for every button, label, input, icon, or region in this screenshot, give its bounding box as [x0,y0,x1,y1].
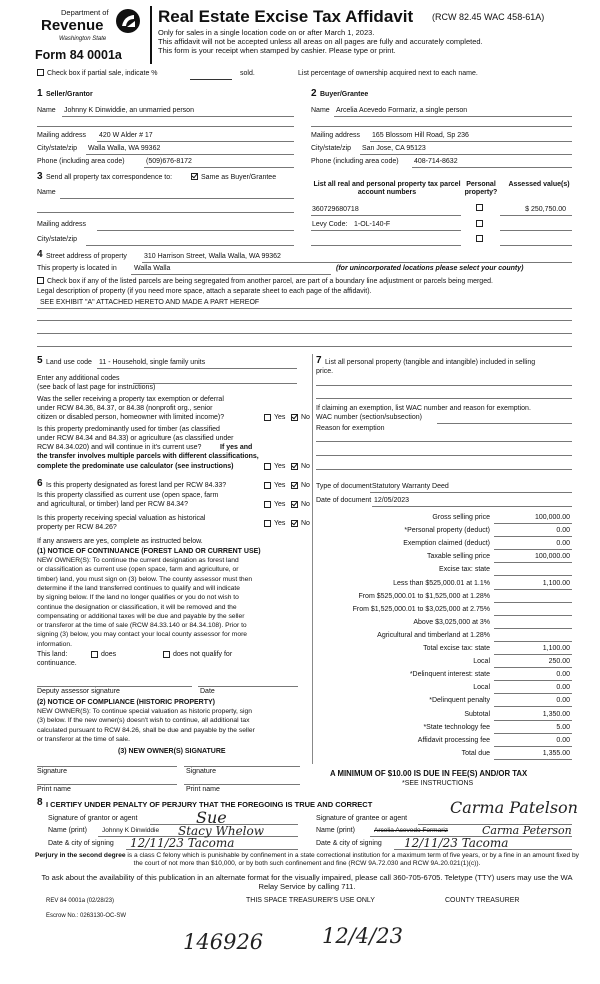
alt-format-text [34,873,580,892]
alt-format-line2: (TTY) users may use the WA Relay Service by calling 711. [258,873,573,892]
buyer-name-label: Name [311,107,330,114]
assessed-3-line [500,245,572,246]
section2-number: 2 [311,88,317,99]
personal-col-header: Personal property? [464,181,498,197]
parcel-3-line [311,245,461,246]
owner-sig-line-1 [37,766,177,767]
street-field[interactable]: 310 Harrison Street, Walla Walla, WA 99362 [144,253,281,260]
tax-row-value[interactable]: 100,000.00 [534,514,570,521]
legal-line-2 [37,320,572,321]
s6-q3-yes-label: Yes [274,520,286,527]
q2-line4: the transfer involves multiple parcels with different classifications, [37,453,259,460]
buyer-mail-line [370,141,572,142]
tax-row-line [494,602,572,603]
located-note: (for unincorporated locations please select your county) [336,265,524,272]
buyer-phone-field[interactable]: 408-714-8632 [414,158,458,165]
bottom-handwritten-number: 146926 [183,930,264,954]
seller-city-label: City/state/zip [37,145,78,152]
s6-q3-line1: Is this property receiving special valuation as historical [37,515,206,522]
minimum-line1: A MINIMUM OF $10.00 IS DUE IN FEE(S) AND/OR TAX [330,769,528,778]
seller-mail-field[interactable]: 420 W Alder # 17 [99,132,153,139]
does-not-label: does not qualify for [173,651,233,658]
q1-no-checkbox[interactable] [291,414,298,421]
signature-label-2: Signature [186,768,216,775]
buyer-heading: Buyer/Grantee [320,91,369,98]
notice1-line: compensating or additional taxes will be due and payable by the seller [37,612,245,620]
q1-line3: citizen or disabled person, homeowner with limited income)? [37,414,225,421]
tax-row [316,513,572,525]
tax-row-label: From $525,000.01 to $1,525,000 at 1.28% [358,592,490,600]
notice1-line: determine if the land transferred continues to qualify and will indicate [37,584,240,592]
tax-row [316,526,572,538]
seller-name-line [62,116,294,117]
segregated-label: Check box if any of the listed parcels are being segregated from another parcel, are part of a boundary line adjustment or parcels being merged. [47,278,493,285]
s6-q1: Is this property designated as forest land per RCW 84.33? [46,482,227,489]
ownership-label: List percentage of ownership acquired next to each name. [298,70,478,77]
seller-phone-field[interactable]: (509)676-8172 [146,158,192,165]
notice1-line: signing (3) below, you may contact your local county assessor for more [37,631,248,639]
grantor-sig-label: Signature of grantor or agent [48,815,138,822]
partial-sale-checkbox[interactable] [37,69,44,76]
legal-description[interactable]: SEE EXHIBIT "A" ATTACHED HERETO AND MADE A PART HEREOF [40,299,260,306]
s7-line-1 [316,385,572,386]
s6-q3-line2: property per RCW 84.26? [37,524,117,531]
partial-percent-line [190,79,232,80]
tax-row-value[interactable]: 250.00 [548,658,570,666]
tax-row-label: Exemption claimed (deduct) [403,540,490,548]
alt-format-line1: To ask about the availability of this publication in an alternate format for the visually impaired, please call 360-705-6705. Teletype [41,873,473,882]
tax-row-value[interactable]: 0.00 [556,540,570,548]
tax-row-line [494,589,572,590]
s6-q2-line1: Is this property classified as current use (open space, farm [37,492,219,499]
grantor-date-handwritten: 12/11/23 Tacoma [130,836,235,850]
parcel-1-line [311,215,461,216]
personal-property-1-checkbox[interactable] [476,204,483,211]
parcel-col-header: List all real and personal property tax parcel account numbers [313,181,461,197]
grantor-name-label: Name (print) [48,827,87,834]
tax-row-line [494,628,572,629]
tax-row-label: Subtotal [464,710,490,718]
add-codes-label2: (see back of last page for instructions) [37,384,156,391]
s6-q3-yes-checkbox[interactable] [264,520,271,527]
subtitle-2: This affidavit will not be accepted unless all areas on all pages are fully and accurately completed. [158,37,483,46]
q2-yes-label: Yes [274,463,286,470]
s6-q1-yes-label: Yes [274,482,286,489]
buyer-extra-line [311,126,572,127]
q1-line2: under RCW 84.36, 84.37, or 84.38 (nonprofit org., senior [37,405,213,412]
s6-q1-no-label: No [301,482,310,489]
legal-line-4 [37,346,572,347]
section7-number: 7 [316,355,322,366]
section3-extra-line [37,212,294,213]
minimum-line2: *SEE INSTRUCTIONS [402,780,474,787]
section3-label: Send all property tax correspondence to: [46,174,173,181]
section3-number: 3 [37,171,43,182]
doc-date-line [372,506,572,507]
perjury-line1: is a class C felony which is punishable by confinement in a state correctional institution for a maximum term of five years, or by [127,852,497,859]
owner-print-line-2 [184,784,300,785]
tax-row [316,710,572,722]
notice1-title: (1) NOTICE OF CONTINUANCE (FOREST LAND OR CURRENT USE) [37,548,261,555]
personal-property-2-checkbox[interactable] [476,220,483,227]
exempt-label2: WAC number (section/subsection) [316,414,422,421]
tax-row [316,618,572,630]
tax-row-label: *Personal property (deduct) [404,527,490,535]
perjury-bold: Perjury in the second degree [35,852,126,859]
tax-row [316,657,572,669]
deputy-line [37,686,192,687]
new-owner-sig-title: (3) NEW OWNER(S) SIGNATURE [118,748,226,755]
s6-q3-no-checkbox[interactable] [291,520,298,527]
s6-q2-yes-checkbox[interactable] [264,501,271,508]
add-codes-line [133,383,297,384]
this-land-label: This land: [37,651,68,658]
q1-yes-checkbox[interactable] [264,414,271,421]
tax-row-value[interactable]: 1,100.00 [542,579,570,587]
grantor-signature-handwritten: Sue [196,808,227,827]
deputy-date-label: Date [200,688,215,695]
doc-type-label: Type of document [316,483,372,490]
buyer-city-label: City/state/zip [311,145,352,152]
legal-line-1 [37,308,572,309]
perjury-line2: a fine in an amount fixed by the court of not more than $10,000, or by both such confinement and fine (RCW 9A.72.030 and RCW 9A.20.021(1)(c)). [133,852,579,868]
q2-line3-bold: If yes and [220,444,253,451]
s6-q3-no-label: No [301,520,310,527]
seller-extra-line [37,126,294,127]
s7-line-2 [316,398,572,399]
s6-q1-no-checkbox[interactable] [291,482,298,489]
tax-row [316,683,572,695]
tax-row-label: Total due [461,749,490,757]
tax-row [316,670,572,682]
s6-q2-no-label: No [301,501,310,508]
notice1-line: information. [37,640,72,648]
grantor-print-handwritten: Stacy Whelow [178,824,265,838]
tax-row-line [494,706,572,707]
located-label: This property is located in [37,265,117,272]
s6-if-yes: If any answers are yes, complete as instructed below. [37,538,203,545]
tax-row-label: Agricultural and timberland at 1.28% [377,631,490,639]
buyer-name-line [334,116,572,117]
q2-no-label: No [301,463,310,470]
notice1-line: NEW OWNER(S): To continue the current designation as forest land [37,557,239,564]
parcel-2-line [311,230,461,231]
reason-line-3 [316,469,572,470]
notice1-line: or transferor at the time of sale (RCW 84.33.140 or 84.34.108). Prior to [37,622,247,630]
levy-label: Levy Code: [312,221,348,228]
seller-city-field[interactable]: Walla Walla, WA 99362 [88,145,161,152]
tax-row [316,736,572,748]
section5-number: 5 [37,355,43,366]
land-use-label: Land use code [46,359,92,366]
street-line [142,262,572,263]
owner-sig-line-2 [184,766,300,767]
section3-mail-line [97,230,294,231]
tax-row [316,631,572,643]
print-name-label-1: Print name [37,786,71,793]
deputy-label: Deputy assessor signature [37,688,120,695]
tax-row [316,579,572,591]
tax-row [316,539,572,551]
notice1-line: continue the designation or classification, it will be removed and the [37,603,237,611]
legal-label: Legal description of property (if you need more space, attach a separate sheet to each page of the affidavit). [37,288,372,295]
middle-divider [312,354,313,764]
deputy-date-line [198,686,298,687]
tax-row-label: Taxable selling price [426,553,490,561]
buyer-name-field[interactable]: Arcelia Acevedo Formariz, a single person [336,107,468,114]
section3-mail-label: Mailing address [37,221,87,228]
tax-row [316,723,572,735]
tax-row [316,696,572,708]
dept-line2: Revenue [41,17,104,34]
certify-text: I CERTIFY UNDER PENALTY OF PERJURY THAT THE FOREGOING IS TRUE AND CORRECT [46,800,373,809]
tax-row-line [494,536,572,537]
grantee-print-handwritten: Carma Peterson [482,824,572,837]
print-name-label-2: Print name [186,786,220,793]
notice1-line: or classification as current use (open space, farm and agriculture, or [37,566,239,574]
notice1-line: by signing below. If the land no longer qualifies or you do not wish to [37,594,239,602]
tax-row-label: Excise tax: state [439,566,490,574]
notice2-line: or transferor at the time of sale. [37,735,130,743]
perjury-text [34,852,580,868]
section3-city-line [86,245,294,246]
levy-code[interactable]: 1-OL-140-F [354,221,391,228]
q2-line5: complete the predominate use calculator (see instructions) [37,463,234,470]
tax-row [316,644,572,656]
s6-q2-line2: and agricultural, or timber) land per RCW 84.34? [37,501,188,508]
grantee-date-handwritten: 12/11/23 Tacoma [404,836,509,850]
land-use-field[interactable]: 11 - Household, single family units [99,359,206,366]
seller-mail-line [97,141,294,142]
owner-print-line-1 [37,784,177,785]
section3-name-line [60,198,294,199]
s6-q1-yes-checkbox[interactable] [264,482,271,489]
tax-row [316,749,572,761]
grantee-name-field[interactable]: Arcelia Acevedo Formariz [374,827,449,834]
tax-row-line [494,641,572,642]
reason-line-2 [316,455,572,456]
seller-name-label: Name [37,107,56,114]
tax-row-label: Total excise tax: state [423,645,490,652]
tax-row-value[interactable]: 0.00 [556,671,570,679]
section3-city-label: City/state/zip [37,236,78,243]
revenue-logo-icon [115,8,141,34]
seller-name-field[interactable]: Johnny K Dinwiddie, an unmarried person [64,107,194,114]
q1-no-label: No [301,414,310,421]
county-treasurer-label: COUNTY TREASURER [445,897,520,904]
same-as-buyer-checkbox[interactable] [191,173,198,180]
tax-row-label: Above $3,025,000 at 3% [413,618,490,626]
header-divider [150,6,152,64]
tax-row-line [494,680,572,681]
tax-row-label: From $1,525,000.01 to $3,025,000 at 2.75% [352,605,490,613]
assessed-1-line [500,215,572,216]
street-label: Street address of property [46,253,127,260]
subtitle-1: Only for sales in a single location code on or after March 1, 2023. [158,28,375,37]
seller-phone-line [144,167,294,168]
buyer-phone-line [412,167,572,168]
doc-type-field[interactable]: Statutory Warranty Deed [372,483,449,490]
grantee-date-label: Date & city of signing [316,840,382,847]
legal-line-3 [37,333,572,334]
section3-name-label: Name [37,189,56,196]
buyer-city-line [360,154,572,155]
grantor-date-label: Date & city of signing [48,840,114,847]
segregated-checkbox[interactable] [37,277,44,284]
q1-line1: Was the seller receiving a property tax exemption or deferral [37,396,224,403]
seller-city-line [86,154,294,155]
doc-type-line [370,492,572,493]
tax-row [316,552,572,564]
assessed-value-1[interactable]: $ 250,750.00 [525,206,566,213]
reason-line-1 [316,441,572,442]
doc-date-field[interactable]: 12/05/2023 [374,497,410,504]
parcel-1[interactable]: 360729680718 [312,206,359,213]
form-rcw: (RCW 82.45 WAC 458-61A) [432,12,545,22]
buyer-phone-label: Phone (including area code) [311,158,399,165]
buyer-mail-field[interactable]: 165 Blossom Hill Road, Sp 236 [372,132,469,139]
tax-row-value[interactable]: 0.00 [556,697,570,705]
tax-row-label: *State technology fee [423,723,490,731]
signature-label-1: Signature [37,768,67,775]
treasurer-use-label: THIS SPACE TREASURER'S USE ONLY [246,897,375,904]
section8-number: 8 [37,797,43,808]
grantee-sig-label: Signature of grantee or agent [316,815,408,822]
s6-q2-yes-label: Yes [274,501,286,508]
partial-sale-label: Check box if partial sale, indicate % [47,70,158,77]
tax-row-line [494,733,572,734]
tax-row-label: Affidavit processing fee [417,736,490,744]
buyer-city-field[interactable]: San Jose, CA 95123 [362,145,426,152]
tax-row-value[interactable]: 0.00 [556,527,570,535]
tax-row-line [494,693,572,694]
tax-row-label: Local [473,658,490,666]
notice2-title: (2) NOTICE OF COMPLIANCE (HISTORIC PROPERTY) [37,699,215,706]
notice2-line: (3) below. If the new owner(s) doesn't wish to continue, all additional tax [37,717,250,725]
section4-number: 4 [37,249,43,260]
assessed-col-header: Assessed value(s) [508,181,570,188]
personal-property-3-checkbox[interactable] [476,235,483,242]
exempt-label3: Reason for exemption [316,425,385,432]
q2-no-checkbox[interactable] [291,463,298,470]
tax-row-line [494,615,572,616]
tax-row-label: Less than $525,000.01 at 1.1% [393,579,490,587]
tax-row-label: *Delinquent penalty [429,697,490,705]
dept-line1: Department of [61,8,109,17]
assessed-2-line [500,230,572,231]
continuance-label: continuance. [37,660,77,667]
seller-mail-label: Mailing address [37,132,87,139]
tax-row-line [494,654,572,655]
does-not-checkbox[interactable] [163,651,170,658]
tax-row-value[interactable]: 1,100.00 [542,645,570,652]
partial-sold-label: sold. [240,70,255,77]
tax-row-value[interactable]: 1,350.00 [542,710,570,718]
form-number: Form 84 0001a [35,48,122,62]
buyer-mail-label: Mailing address [311,132,361,139]
escrow-label: Escrow No.: 0263130-OC-SW [46,913,127,919]
tax-row [316,605,572,617]
q2-line3: RCW 84.34.020) and will continue in it's current use? [37,444,202,451]
wac-line [437,423,572,424]
tax-row-line [494,575,572,576]
section1-number: 1 [37,88,43,99]
does-label: does [101,651,117,658]
section6-number: 6 [37,478,43,489]
q2-line2: under RCW 84.34 and 84.33) or agriculture (as classified under [37,435,234,442]
tax-row-value[interactable]: 5.00 [556,723,570,731]
tax-row-line [494,746,572,747]
section7-label1: List all personal property (tangible and intangible) included in selling [325,359,536,366]
land-use-line [97,368,297,369]
grantee-signature-handwritten: Carma Patelson [450,798,578,817]
s6-q2-no-checkbox[interactable] [291,501,298,508]
seller-phone-label: Phone (including area code) [37,158,125,165]
exempt-label1: If claiming an exemption, list WAC number and reason for exemption. [316,405,531,412]
doc-date-label: Date of document [316,497,372,504]
tax-row-value[interactable]: 1,355.00 [542,749,570,757]
tax-row-value[interactable]: 0.00 [556,684,570,692]
tax-row-label: Gross selling price [432,514,490,521]
located-field[interactable]: Walla Walla [134,265,171,272]
tax-row-line [494,667,572,668]
department-logo [33,6,145,66]
same-as-buyer-label: Same as Buyer/Grantee [201,174,277,181]
tax-row-line [494,562,572,563]
notice1-line: timber) land, you must sign on (3) below. The county assessor must then [37,575,253,583]
tax-row-line [494,523,572,524]
tax-row-value[interactable]: 0.00 [556,736,570,744]
section7-label2: price. [316,368,334,375]
tax-row [316,592,572,604]
tax-row-label: Local [473,684,490,692]
tax-row-line [494,759,572,760]
notice2-line: calculated pursuant to RCW 84.26, shall be due and payable by the seller [37,726,255,734]
located-line [131,274,331,275]
tax-row-line [494,549,572,550]
tax-row-label: *Delinquent interest: state [409,671,490,679]
q2-yes-checkbox[interactable] [264,463,271,470]
form-title: Real Estate Excise Tax Affidavit [158,7,414,26]
tax-row-line [494,720,572,721]
grantor-name-field[interactable]: Johnny K Dinwiddie [102,827,160,834]
dept-line3: Washington State [59,36,107,42]
does-checkbox[interactable] [91,651,98,658]
q2-line1: Is this property predominantly used for timber (as classified [37,426,220,433]
tax-row [316,565,572,577]
seller-heading: Seller/Grantor [46,91,93,98]
q1-yes-label: Yes [274,414,286,421]
bottom-handwritten-date: 12/4/23 [322,924,403,948]
add-codes-label1: Enter any additional codes [37,375,120,382]
grantee-name-label: Name (print) [316,827,355,834]
notice2-line: NEW OWNER(S): To continue special valuation as historic property, sign [37,708,252,715]
subtitle-3: This form is your receipt when stamped by cashier. Please type or print. [158,46,396,55]
rev-label: REV 84 0001a (02/28/23) [46,898,115,904]
tax-row-value[interactable]: 100,000.00 [534,553,570,561]
